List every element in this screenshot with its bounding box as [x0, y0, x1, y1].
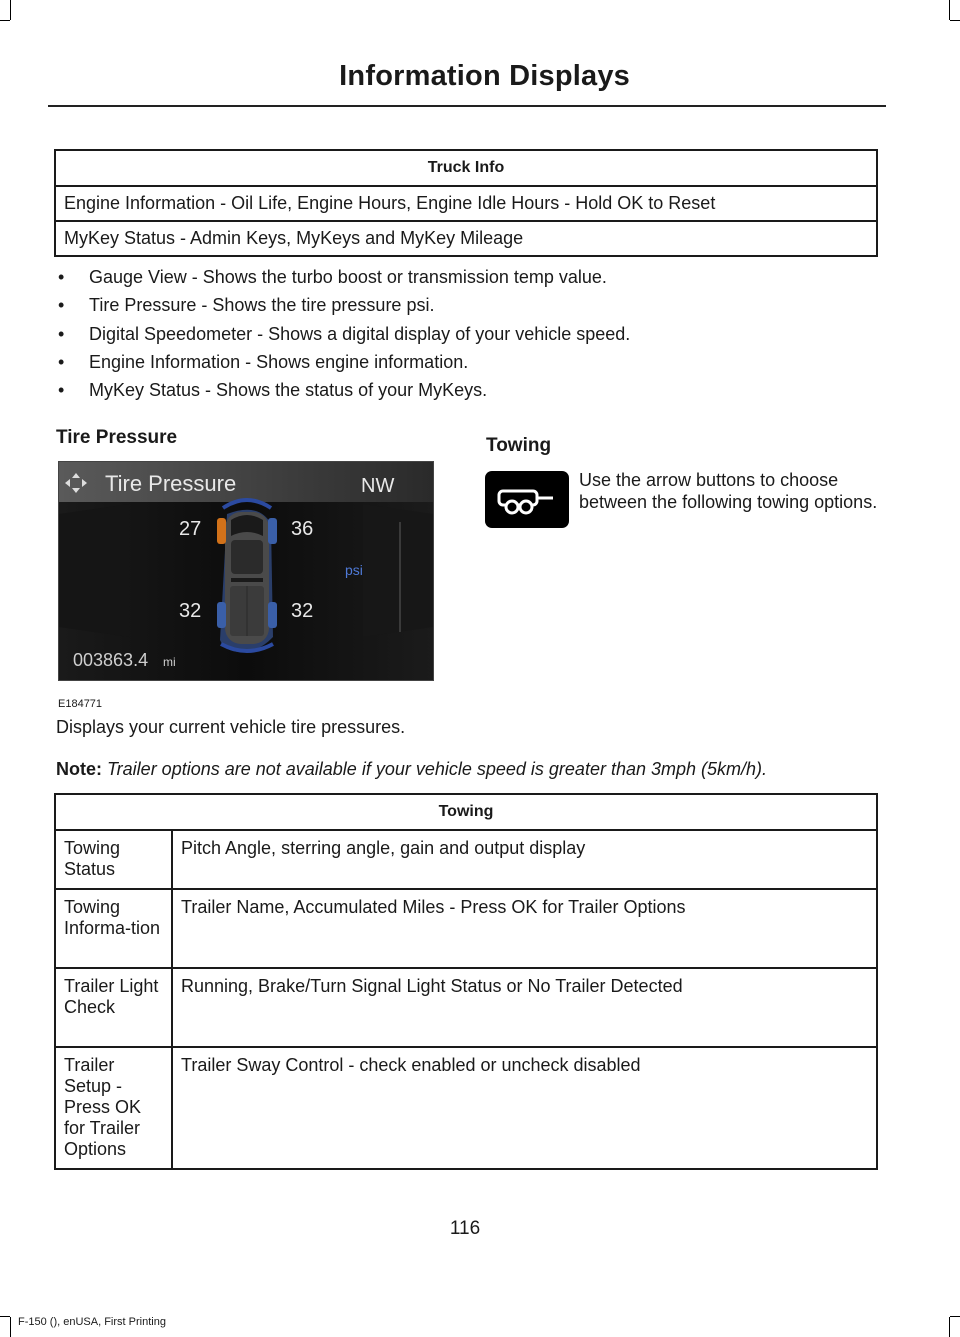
towing-heading: Towing — [486, 435, 552, 456]
table-cell-item: Towing Informa-tion — [55, 889, 172, 968]
front-left-pressure: 27 — [179, 518, 202, 540]
table-heading: Truck Info — [55, 150, 877, 186]
bullet-icon: • — [58, 323, 65, 344]
table-row — [55, 830, 877, 889]
table-row: MyKey Status - Admin Keys, MyKeys and MyKey Mileage — [55, 221, 877, 256]
note-text: Trailer options are not available if your vehicle speed is greater than 3mph (5km/h). — [107, 759, 768, 779]
crop-mark — [10, 1317, 11, 1337]
odometer-unit: mi — [163, 655, 176, 669]
footer-text: F-150 (), enUSA, First Printing — [18, 1316, 166, 1328]
crop-mark — [950, 1316, 960, 1317]
table-row: Engine Information - Oil Life, Engine Hours, Engine Idle Hours - Hold OK to Reset — [55, 186, 877, 221]
table-row — [55, 1047, 877, 1169]
tire-pressure-heading: Tire Pressure — [56, 427, 178, 448]
truck-info-table — [54, 149, 878, 257]
crop-mark — [950, 20, 960, 21]
table-cell-item: Trailer Light Check — [55, 968, 172, 1047]
table-cell-desc: Running, Brake/Turn Signal Light Status or No Trailer Detected — [172, 968, 877, 1047]
front-right-pressure: 36 — [291, 518, 314, 540]
bullet-icon: • — [58, 295, 65, 316]
table-cell-item: Towing Status — [55, 830, 172, 889]
table-cell-desc: Trailer Sway Control - check enabled or uncheck disabled — [172, 1047, 877, 1169]
crop-mark — [949, 1317, 950, 1337]
truck-icon — [217, 500, 277, 652]
page-title: Information Displays — [339, 60, 630, 92]
bullet-list — [58, 263, 630, 404]
screen-title: Tire Pressure — [105, 471, 237, 496]
compass-readout: NW — [361, 475, 395, 497]
towing-description: Use the arrow buttons to choose between the following towing options. — [579, 470, 878, 512]
table-heading: Towing — [55, 794, 877, 830]
list-item: • Engine Information - Shows engine information. — [58, 348, 630, 376]
odometer-readout: 003863.4 — [73, 650, 149, 670]
crop-mark — [0, 1316, 10, 1317]
bullet-icon: • — [58, 351, 65, 372]
list-item: • Gauge View - Shows the turbo boost or transmission temp value. — [58, 263, 630, 291]
page-number: 116 — [449, 1218, 481, 1239]
table-cell-desc: Trailer Name, Accumulated Miles - Press OK for Trailer Options — [172, 889, 877, 968]
figure-caption: Displays your current vehicle tire pressures. — [56, 717, 406, 737]
table-row — [55, 968, 877, 1047]
list-item: • Digital Speedometer - Shows a digital display of your vehicle speed. — [58, 320, 630, 348]
rear-left-pressure: 32 — [179, 600, 202, 622]
tire-pressure-screen — [58, 461, 434, 681]
crop-mark — [0, 20, 10, 21]
bullet-icon: • — [58, 267, 65, 287]
table-row — [55, 889, 877, 968]
figure-id: E184771 — [58, 698, 103, 710]
list-item: • Tire Pressure - Shows the tire pressure psi. — [58, 291, 630, 319]
rear-right-pressure: 32 — [291, 600, 314, 622]
list-item: • MyKey Status - Shows the status of your MyKeys. — [58, 376, 630, 404]
towing-table — [54, 793, 878, 1170]
header-rule — [48, 105, 886, 107]
table-cell-desc: Pitch Angle, sterring angle, gain and output display — [172, 830, 877, 889]
crop-mark — [949, 0, 950, 20]
pressure-unit: psi — [345, 562, 363, 578]
crop-mark — [10, 0, 11, 20]
note — [56, 759, 767, 780]
table-cell-item: Trailer Setup - Press OK for Trailer Options — [55, 1047, 172, 1169]
trailer-icon — [485, 471, 569, 528]
note-label: Note: — [56, 759, 102, 779]
bullet-icon: • — [58, 380, 65, 401]
